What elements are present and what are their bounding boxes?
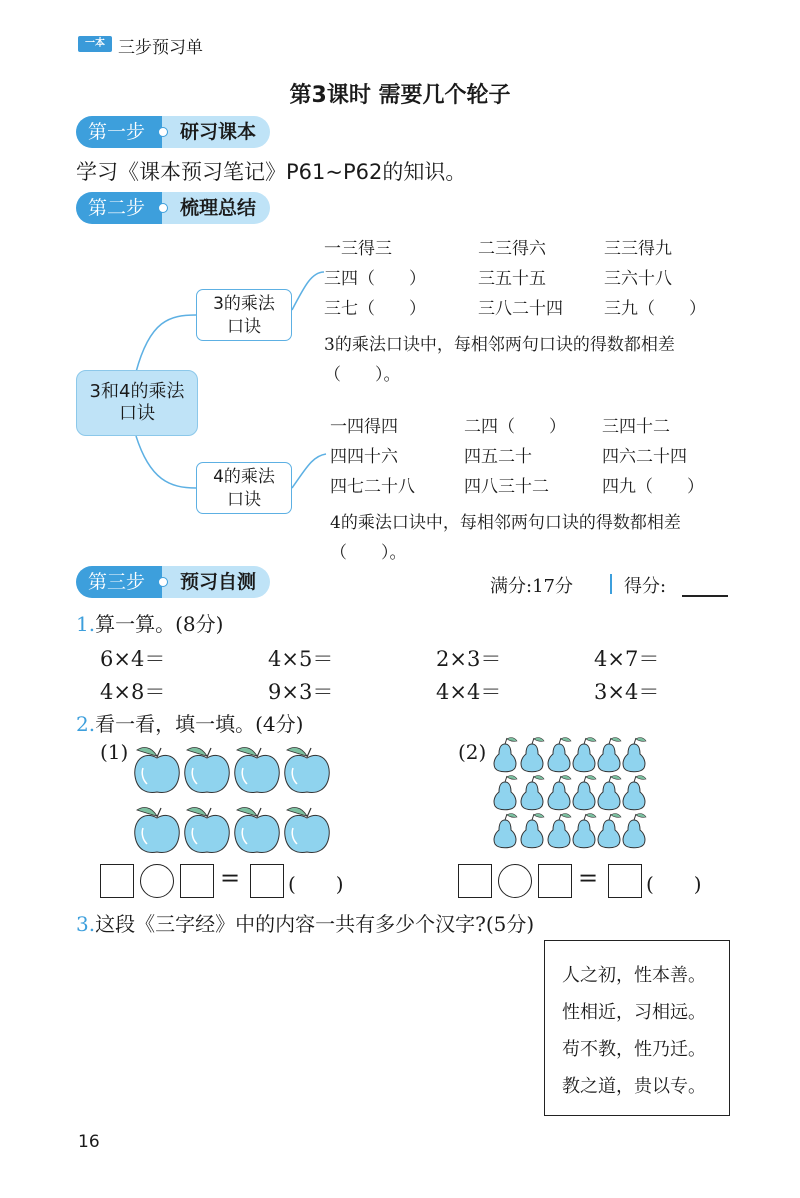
apple-icon <box>235 748 280 793</box>
brand-title: 三步预习单 <box>118 38 203 58</box>
lesson-title: 第3课时 需要几个轮子 <box>289 83 511 108</box>
pear-icon <box>548 776 571 810</box>
q2-number: 2. <box>76 712 96 736</box>
q2-part2-label: (2) <box>458 740 487 764</box>
pear-icon <box>494 814 517 848</box>
apple-icon <box>135 748 180 793</box>
branch4-label: 4的乘法口诀 <box>213 467 275 510</box>
fruit-illustration <box>0 730 800 860</box>
pear-icon <box>598 738 621 772</box>
b3-cell: 三四（ ） <box>324 269 426 289</box>
poem-line: 苟不教，性乃迁。 <box>562 1039 706 1060</box>
b3-cell: 三八二十四 <box>478 299 563 319</box>
poem-line: 人之初，性本善。 <box>562 965 706 986</box>
answer-box[interactable] <box>458 864 492 898</box>
step3-label: 第三步 <box>76 566 164 598</box>
pear-icon <box>521 776 544 810</box>
q2-part1-label: (1) <box>100 740 129 764</box>
branch3-label: 3的乘法口诀 <box>213 294 275 337</box>
b3-cell: 三六十八 <box>604 269 672 289</box>
b4-cell: 四五二十 <box>464 447 532 467</box>
equals-sign: = <box>578 864 599 892</box>
b4-note: 4的乘法口诀中，每相邻两句口诀的得数都相差（ ）。 <box>330 513 681 563</box>
poem-line: 性相近，习相远。 <box>562 1002 706 1023</box>
calc-item[interactable]: 4×4＝ <box>436 680 502 704</box>
branch3-node <box>196 289 292 341</box>
q3-text: 这段《三字经》中的内容一共有多少个汉字?(5分) <box>95 912 535 936</box>
pear-icon <box>623 738 646 772</box>
b4-cell: 四九（ ） <box>602 477 704 497</box>
mindmap-root <box>76 370 198 436</box>
q1-text: 算一算。(8分) <box>95 612 224 636</box>
pear-icon <box>623 814 646 848</box>
apple-icon <box>285 808 330 853</box>
apple-icons <box>135 748 330 853</box>
calc-item[interactable]: 9×3＝ <box>268 680 334 704</box>
calc-item[interactable]: 4×8＝ <box>100 680 166 704</box>
page-number: 16 <box>78 1132 100 1152</box>
step1-name: 研习课本 <box>162 116 270 148</box>
b4-cell: 四四十六 <box>330 447 398 467</box>
b3-cell: 二三得六 <box>478 239 546 259</box>
pear-icon <box>548 738 571 772</box>
equals-sign: = <box>220 864 241 892</box>
apple-icon <box>135 808 180 853</box>
operator-circle[interactable] <box>140 864 174 898</box>
pear-icon <box>494 738 517 772</box>
step2-name: 梳理总结 <box>162 192 270 224</box>
pear-icon <box>598 776 621 810</box>
calc-item[interactable]: 4×5＝ <box>268 647 334 671</box>
b4-cell: 四六二十四 <box>602 447 687 467</box>
q2-text: 看一看，填一填。(4分) <box>95 712 304 736</box>
pear-icon <box>598 814 621 848</box>
b4-cell: 一四得四 <box>330 417 398 437</box>
answer-box[interactable] <box>608 864 642 898</box>
b3-cell: 三五十五 <box>478 269 546 289</box>
operator-circle[interactable] <box>498 864 532 898</box>
b3-note: 3的乘法口诀中，每相邻两句口诀的得数都相差（ ）。 <box>324 335 675 385</box>
pear-icon <box>521 814 544 848</box>
answer-box[interactable] <box>538 864 572 898</box>
calc-item[interactable]: 3×4＝ <box>594 680 660 704</box>
pear-icon <box>573 814 596 848</box>
step-dot-icon <box>158 577 168 587</box>
poem-line: 教之道，贵以专。 <box>562 1076 706 1097</box>
b4-cell: 四七二十八 <box>330 477 415 497</box>
branch4-node <box>196 462 292 514</box>
pear-icon <box>548 814 571 848</box>
b4-cell: 三四十二 <box>602 417 670 437</box>
pear-icon <box>573 738 596 772</box>
step1-label: 第一步 <box>76 116 164 148</box>
answer-box[interactable] <box>100 864 134 898</box>
step3-header <box>76 566 316 598</box>
apple-icon <box>285 748 330 793</box>
unit-paren[interactable]: ( ) <box>288 872 344 896</box>
apple-icon <box>185 808 230 853</box>
step2-label: 第二步 <box>76 192 164 224</box>
b3-cell: 三七（ ） <box>324 299 426 319</box>
calc-item[interactable]: 2×3＝ <box>436 647 502 671</box>
q1-title <box>76 608 223 637</box>
pear-icon <box>521 738 544 772</box>
calc-item[interactable]: 6×4＝ <box>100 647 166 671</box>
answer-box[interactable] <box>180 864 214 898</box>
pear-icons <box>494 738 646 848</box>
step1-text: 学习《课本预习笔记》P61~P62的知识。 <box>76 160 467 184</box>
pear-icon <box>494 776 517 810</box>
mindmap-root-label: 3和4的乘法口诀 <box>89 381 185 424</box>
brand-logo: 一本 <box>78 36 112 52</box>
b3-cell: 三三得九 <box>604 239 672 259</box>
q1-number: 1. <box>76 612 96 636</box>
apple-icon <box>235 808 280 853</box>
answer-box[interactable] <box>250 864 284 898</box>
step3-name: 预习自测 <box>162 566 270 598</box>
b3-cell: 三九（ ） <box>604 299 706 319</box>
score-label: 得分: <box>624 576 667 597</box>
unit-paren[interactable]: ( ) <box>646 872 702 896</box>
b4-cell: 二四（ ） <box>464 417 566 437</box>
pear-icon <box>573 776 596 810</box>
b4-cell: 四八三十二 <box>464 477 549 497</box>
pear-icon <box>623 776 646 810</box>
apple-icon <box>185 748 230 793</box>
q3-number: 3. <box>76 912 96 936</box>
calc-item[interactable]: 4×7＝ <box>594 647 660 671</box>
q3-title <box>76 908 534 937</box>
poem-box <box>544 940 730 1116</box>
score-blank[interactable] <box>682 595 728 597</box>
full-score: 满分:17分 <box>490 576 573 597</box>
score-divider <box>610 574 612 594</box>
b3-cell: 一三得三 <box>324 239 392 259</box>
